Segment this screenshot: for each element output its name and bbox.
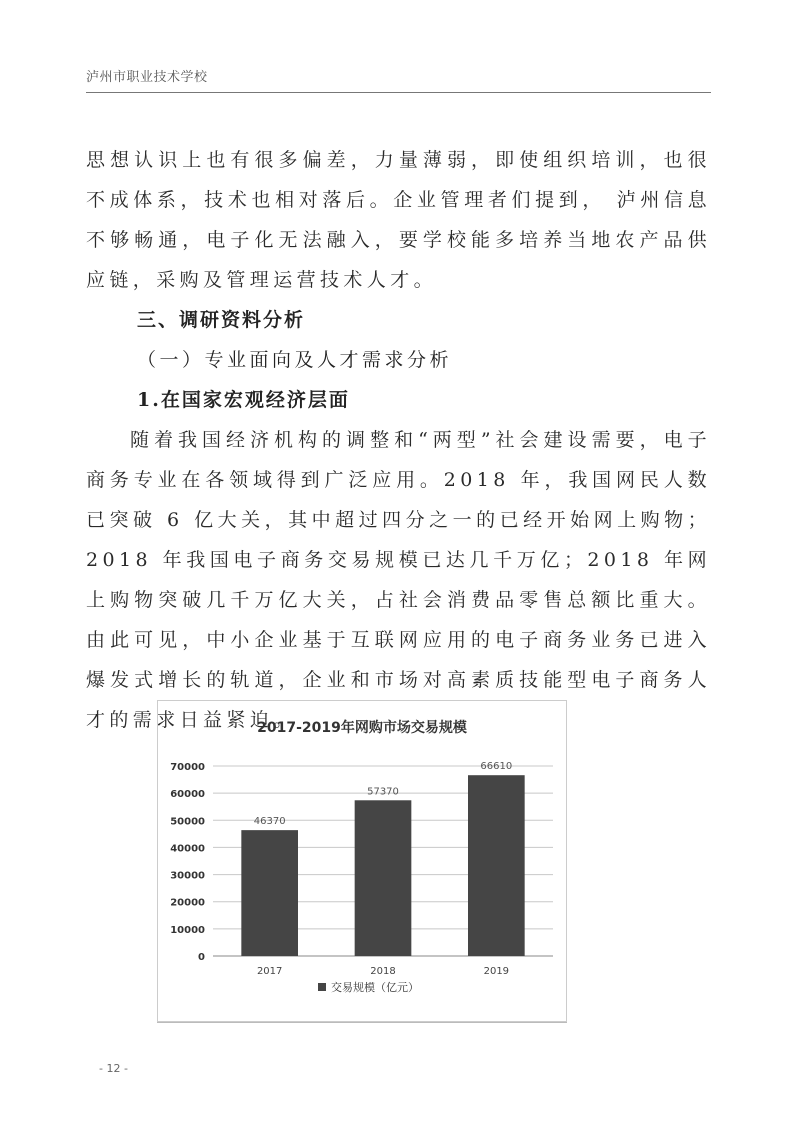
x-tick-label: 2017	[256, 966, 283, 977]
y-tick-label: 10000	[170, 924, 205, 936]
y-tick-label: 70000	[170, 762, 205, 773]
bar-chart	[157, 700, 567, 1022]
x-tick-label: 2019	[483, 966, 510, 977]
y-tick-label: 50000	[170, 816, 205, 828]
body-paragraph-1: 思想认识上也有很多偏差，力量薄弱，即使组织培训，也很不成体系，技术也相对落后。企业管理者们提到， 泸州信息不够畅通，电子化无法融入，要学校能多培养当地农产品供应链，采购及管理运营技术人才。	[86, 149, 711, 291]
subsection-heading: （一）专业面向及人才需求分析	[137, 349, 453, 371]
data-label: 66610	[480, 761, 513, 773]
y-tick-label: 0	[198, 952, 205, 963]
y-tick-label: 60000	[170, 789, 205, 801]
bar	[241, 830, 298, 956]
bar	[355, 800, 412, 956]
header-divider	[86, 92, 711, 93]
section-heading: 三、调研资料分析	[137, 309, 306, 331]
data-label: 46370	[253, 816, 286, 828]
body-paragraph-1-container	[86, 140, 711, 300]
legend-label: 交易规模（亿元）	[331, 981, 419, 994]
body-paragraph-2: 随着我国经济机构的调整和“两型”社会建设需要，电子商务专业在各领域得到广泛应用。2018 年，我国网民人数已突破 6 亿大关，其中超过四分之一的已经开始网上购物；2018 年我国电子商务交易规模已达几千万亿；2018 年网上购物突破几千万亿大关，占社会消费品零售总额比重大。由此可见，中小企业基于互联网应用的电子商务业务已进入爆发式增长的轨道，企业和市场对高素质技能型电子商务人才的需求日益紧迫。	[86, 429, 711, 731]
x-tick-label: 2018	[370, 966, 396, 977]
subsubsection-heading: 1.在国家宏观经济层面	[137, 389, 350, 411]
y-tick-label: 20000	[170, 897, 205, 909]
document-header: 泸州市职业技术学校	[86, 70, 208, 85]
chart-title: 2017-2019年网购市场交易规模	[257, 720, 467, 736]
legend-swatch	[318, 983, 326, 991]
chart-canvas	[158, 701, 566, 1021]
page-number: - 12 -	[99, 1062, 128, 1075]
bar	[468, 775, 525, 956]
data-label: 57370	[367, 786, 399, 798]
body-paragraph-2-container	[86, 420, 711, 740]
y-tick-label: 40000	[170, 843, 205, 855]
y-tick-label: 30000	[170, 870, 205, 882]
